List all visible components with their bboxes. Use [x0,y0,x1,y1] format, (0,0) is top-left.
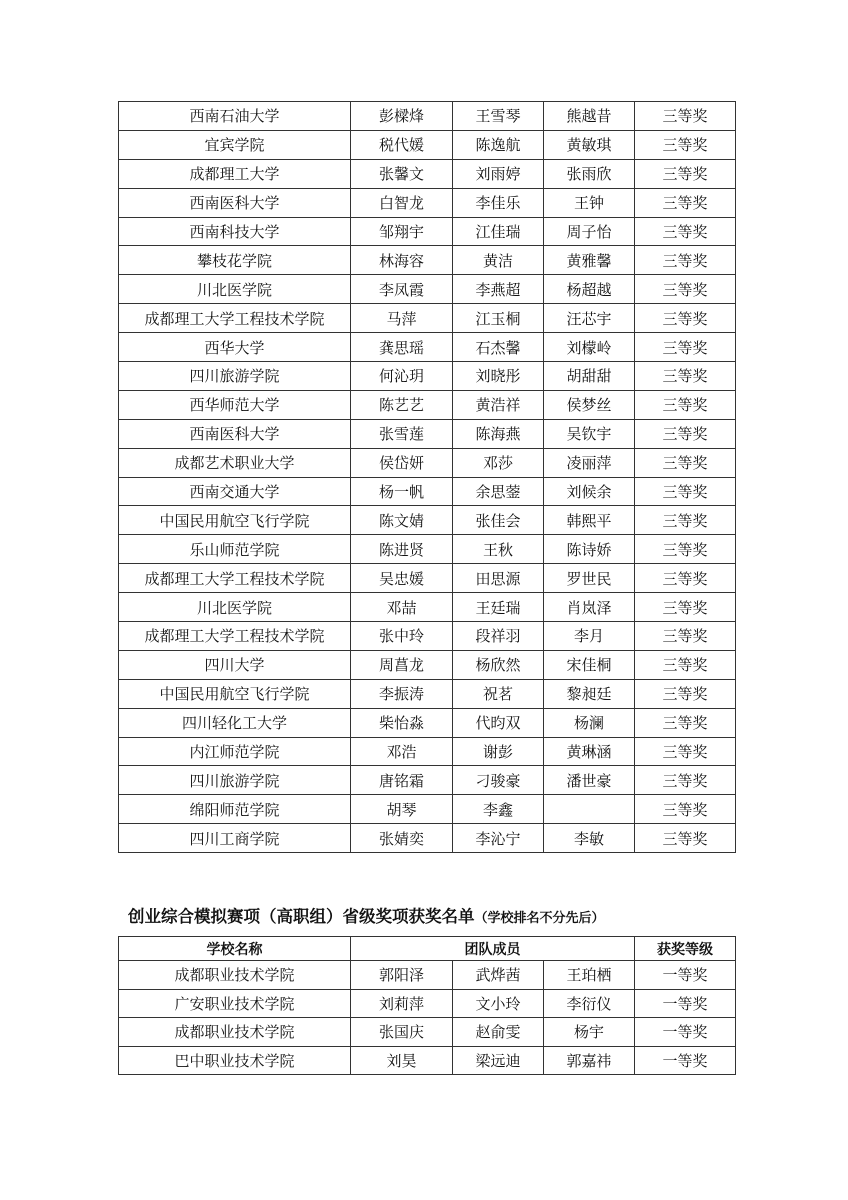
table-row [119,989,736,1018]
award-cell: 三等奖 [635,448,736,477]
school-cell: 川北医学院 [119,275,351,304]
member-cell: 王雪琴 [453,102,544,131]
member-cell: 柴怡淼 [351,708,453,737]
award-cell: 三等奖 [635,593,736,622]
member-cell: 杨澜 [544,708,635,737]
table-row [119,448,736,477]
section-title-text: 创业综合模拟赛项（高职组）省级奖项获奖名单 [128,907,475,926]
member-cell: 梁远迪 [453,1046,544,1075]
member-cell: 王珀栖 [544,961,635,990]
award-cell: 三等奖 [635,506,736,535]
member-cell: 胡甜甜 [544,362,635,391]
school-cell: 巴中职业技术学院 [119,1046,351,1075]
award-cell: 三等奖 [635,564,736,593]
award-cell: 一等奖 [635,1046,736,1075]
school-cell: 四川大学 [119,650,351,679]
member-cell: 田思源 [453,564,544,593]
member-cell: 杨宇 [544,1018,635,1047]
award-cell: 三等奖 [635,477,736,506]
award-cell: 三等奖 [635,766,736,795]
awards-table-body [119,961,736,1075]
member-cell: 陈艺艺 [351,390,453,419]
member-cell: 江玉桐 [453,304,544,333]
member-cell: 张馨文 [351,159,453,188]
member-cell: 刘莉萍 [351,989,453,1018]
school-cell: 攀枝花学院 [119,246,351,275]
school-cell: 内江师范学院 [119,737,351,766]
school-cell: 广安职业技术学院 [119,989,351,1018]
member-cell: 李沁宁 [453,824,544,853]
award-cell: 三等奖 [635,304,736,333]
table-row [119,130,736,159]
table-row [119,679,736,708]
table-row [119,304,736,333]
member-cell: 陈文婧 [351,506,453,535]
table-row [119,1018,736,1047]
header-award: 获奖等级 [635,937,736,961]
member-cell: 潘世豪 [544,766,635,795]
section-title [128,903,728,927]
member-cell: 刘檬岭 [544,333,635,362]
member-cell: 余思蓥 [453,477,544,506]
award-cell: 三等奖 [635,159,736,188]
member-cell: 邓莎 [453,448,544,477]
awards-table-third-prize [118,101,736,853]
school-cell: 乐山师范学院 [119,535,351,564]
header-school: 学校名称 [119,937,351,961]
member-cell: 刘昊 [351,1046,453,1075]
member-cell: 张中玲 [351,622,453,651]
school-cell: 成都理工大学 [119,159,351,188]
award-cell: 一等奖 [635,989,736,1018]
member-cell: 肖岚泽 [544,593,635,622]
school-cell: 四川旅游学院 [119,362,351,391]
member-cell: 陈诗娇 [544,535,635,564]
member-cell: 段祥羽 [453,622,544,651]
member-cell: 郭阳泽 [351,961,453,990]
table-header-row [119,937,736,961]
member-cell: 林海容 [351,246,453,275]
table-row [119,506,736,535]
member-cell: 刘雨婷 [453,159,544,188]
member-cell: 张国庆 [351,1018,453,1047]
table-row [119,961,736,990]
member-cell: 谢彭 [453,737,544,766]
member-cell: 王秋 [453,535,544,564]
member-cell: 陈逸航 [453,130,544,159]
member-cell: 白智龙 [351,188,453,217]
member-cell: 汪芯宇 [544,304,635,333]
member-cell: 税代媛 [351,130,453,159]
member-cell: 邓喆 [351,593,453,622]
member-cell: 江佳瑞 [453,217,544,246]
member-cell: 邓浩 [351,737,453,766]
header-members: 团队成员 [351,937,635,961]
member-cell: 李佳乐 [453,188,544,217]
member-cell: 武烨茜 [453,961,544,990]
member-cell: 刘晓彤 [453,362,544,391]
award-cell: 三等奖 [635,622,736,651]
member-cell: 李凤霞 [351,275,453,304]
member-cell: 黄洁 [453,246,544,275]
member-cell: 黎昶廷 [544,679,635,708]
award-cell: 三等奖 [635,737,736,766]
school-cell: 成都理工大学工程技术学院 [119,564,351,593]
table-row [119,593,736,622]
table-row [119,217,736,246]
member-cell: 代昀双 [453,708,544,737]
award-cell: 三等奖 [635,650,736,679]
member-cell: 李燕超 [453,275,544,304]
award-cell: 三等奖 [635,824,736,853]
member-cell: 杨欣然 [453,650,544,679]
member-cell: 胡琴 [351,795,453,824]
member-cell: 郭嘉祎 [544,1046,635,1075]
table-row [119,419,736,448]
table-row [119,795,736,824]
member-cell: 周菖龙 [351,650,453,679]
award-cell: 三等奖 [635,795,736,824]
table-row [119,708,736,737]
member-cell: 吴忠媛 [351,564,453,593]
school-cell: 西南医科大学 [119,188,351,217]
awards-table-body [119,102,736,853]
member-cell: 张雨欣 [544,159,635,188]
table-row [119,535,736,564]
member-cell: 刘候余 [544,477,635,506]
school-cell: 西华大学 [119,333,351,362]
member-cell: 龚思瑶 [351,333,453,362]
member-cell: 凌丽萍 [544,448,635,477]
member-cell: 黄浩祥 [453,390,544,419]
award-cell: 三等奖 [635,708,736,737]
table-row [119,102,736,131]
school-cell: 西南石油大学 [119,102,351,131]
school-cell: 西南医科大学 [119,419,351,448]
member-cell: 王廷瑞 [453,593,544,622]
school-cell: 成都职业技术学院 [119,1018,351,1047]
school-cell: 成都理工大学工程技术学院 [119,304,351,333]
member-cell: 李敏 [544,824,635,853]
table-row [119,159,736,188]
member-cell: 陈海燕 [453,419,544,448]
award-cell: 三等奖 [635,333,736,362]
member-cell: 李衍仪 [544,989,635,1018]
member-cell: 罗世民 [544,564,635,593]
member-cell: 邹翔宇 [351,217,453,246]
member-cell: 周子怡 [544,217,635,246]
member-cell: 刁骏豪 [453,766,544,795]
award-cell: 三等奖 [635,246,736,275]
member-cell: 李月 [544,622,635,651]
table-row [119,650,736,679]
member-cell: 黄琳涵 [544,737,635,766]
member-cell [544,795,635,824]
award-cell: 三等奖 [635,419,736,448]
table-row [119,477,736,506]
table-row [119,824,736,853]
school-cell: 四川旅游学院 [119,766,351,795]
member-cell: 韩熙平 [544,506,635,535]
award-cell: 一等奖 [635,961,736,990]
member-cell: 马萍 [351,304,453,333]
award-cell: 三等奖 [635,275,736,304]
table-row [119,737,736,766]
school-cell: 西南科技大学 [119,217,351,246]
member-cell: 熊越昔 [544,102,635,131]
member-cell: 赵俞雯 [453,1018,544,1047]
table-row [119,333,736,362]
member-cell: 侯岱妍 [351,448,453,477]
school-cell: 中国民用航空飞行学院 [119,506,351,535]
awards-table-vocational [118,936,736,1075]
member-cell: 张婧奕 [351,824,453,853]
member-cell: 杨一帆 [351,477,453,506]
member-cell: 文小玲 [453,989,544,1018]
award-cell: 三等奖 [635,130,736,159]
school-cell: 成都理工大学工程技术学院 [119,622,351,651]
award-cell: 一等奖 [635,1018,736,1047]
table-row [119,622,736,651]
school-cell: 成都艺术职业大学 [119,448,351,477]
award-cell: 三等奖 [635,362,736,391]
member-cell: 王钟 [544,188,635,217]
school-cell: 宜宾学院 [119,130,351,159]
table-row [119,246,736,275]
member-cell: 唐铭霜 [351,766,453,795]
school-cell: 川北医学院 [119,593,351,622]
award-cell: 三等奖 [635,535,736,564]
member-cell: 宋佳桐 [544,650,635,679]
table-row [119,1046,736,1075]
table-row [119,766,736,795]
member-cell: 张佳会 [453,506,544,535]
member-cell: 杨超越 [544,275,635,304]
award-cell: 三等奖 [635,217,736,246]
member-cell: 黄敏琪 [544,130,635,159]
award-cell: 三等奖 [635,679,736,708]
table-row [119,362,736,391]
table-row [119,188,736,217]
section-title-note: （学校排名不分先后） [474,911,605,926]
school-cell: 四川轻化工大学 [119,708,351,737]
member-cell: 吴钦宇 [544,419,635,448]
award-cell: 三等奖 [635,188,736,217]
award-cell: 三等奖 [635,390,736,419]
school-cell: 西南交通大学 [119,477,351,506]
table-row [119,275,736,304]
member-cell: 李鑫 [453,795,544,824]
member-cell: 祝茗 [453,679,544,708]
table-row [119,564,736,593]
member-cell: 黄雅馨 [544,246,635,275]
member-cell: 张雪莲 [351,419,453,448]
award-cell: 三等奖 [635,102,736,131]
table-row [119,390,736,419]
member-cell: 石杰馨 [453,333,544,362]
school-cell: 四川工商学院 [119,824,351,853]
member-cell: 侯梦丝 [544,390,635,419]
member-cell: 何沁玥 [351,362,453,391]
school-cell: 中国民用航空飞行学院 [119,679,351,708]
school-cell: 西华师范大学 [119,390,351,419]
member-cell: 彭樑烽 [351,102,453,131]
member-cell: 陈进贤 [351,535,453,564]
member-cell: 李振涛 [351,679,453,708]
school-cell: 绵阳师范学院 [119,795,351,824]
school-cell: 成都职业技术学院 [119,961,351,990]
